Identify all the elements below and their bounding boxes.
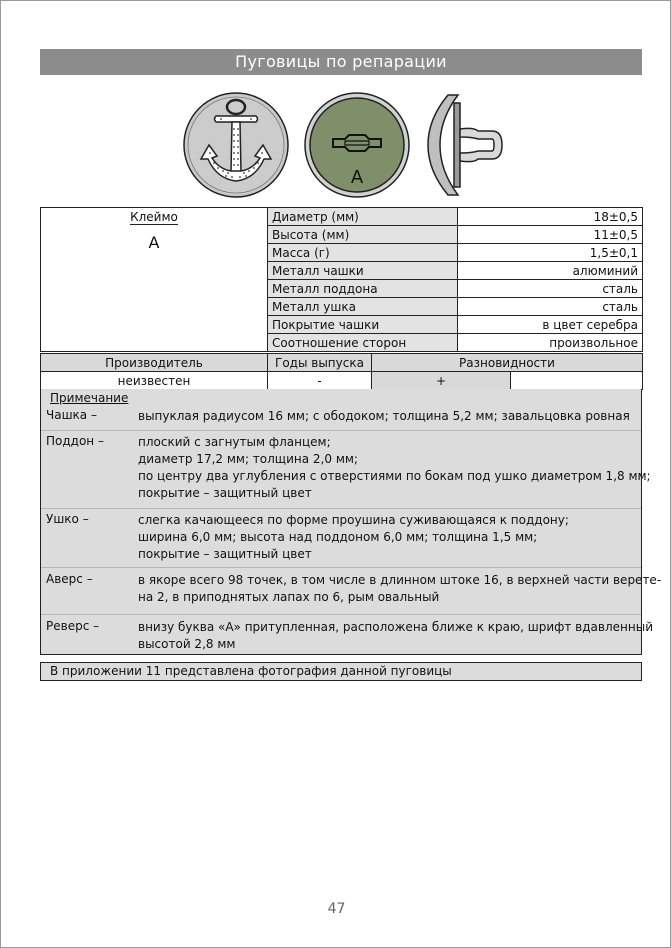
- page-title: Пуговицы по репарации: [40, 49, 642, 75]
- variants-header: Разновидности: [372, 354, 643, 372]
- variant-mark: +: [372, 372, 511, 390]
- note-line: внизу буква «А» притупленная, расположена ближе к краю, шрифт вдавленный: [138, 620, 653, 634]
- note-line: на 2, в приподнятых лапах по 6, рым овальный: [138, 590, 440, 604]
- button-side-image: [426, 89, 506, 205]
- button-images: [1, 89, 671, 204]
- note-label: Ушко –: [46, 512, 89, 526]
- note-line: выпуклая радиусом 16 мм; с ободоком; толщина 5,2 мм; завальцовка ровная: [138, 409, 630, 423]
- appendix-text: В приложении 11 представлена фотография данной пуговицы: [50, 664, 452, 678]
- param-value: алюминий: [458, 262, 643, 280]
- note-label: Чашка –: [46, 408, 97, 422]
- years-value: -: [268, 372, 372, 390]
- note-label: Поддон –: [46, 434, 104, 448]
- manufacturer-header: Производитель: [41, 354, 268, 372]
- note-cup: [41, 406, 641, 433]
- param-value: 11±0,5: [458, 226, 643, 244]
- param-name: Металл поддона: [268, 280, 458, 298]
- page-number: 47: [327, 901, 346, 917]
- years-header: Годы выпуска: [268, 354, 372, 372]
- note-line: плоский с загнутым фланцем;: [138, 435, 331, 449]
- note-reverse: [41, 614, 653, 655]
- note-label: Реверс –: [46, 619, 100, 633]
- variant-empty: [511, 372, 643, 390]
- param-name: Диаметр (мм): [268, 208, 458, 226]
- notes-title: Примечание: [50, 391, 129, 405]
- param-name: Металл ушка: [268, 298, 458, 316]
- note-label: Аверс –: [46, 572, 93, 586]
- note-obverse: [41, 567, 662, 614]
- mark-letter: А: [148, 233, 160, 252]
- param-name: Покрытие чашки: [268, 316, 458, 334]
- button-front-image: [181, 89, 291, 205]
- param-value: 18±0,5: [458, 208, 643, 226]
- notes-section: [40, 389, 662, 655]
- manufacturer-value: неизвестен: [41, 372, 268, 390]
- note-line: слегка качающееся по форме проушина суживающаяся к поддону;: [138, 513, 569, 527]
- appendix-note: [40, 662, 642, 681]
- note-line: в якоре всего 98 точек, в том числе в длинном штоке 16, в верхней части верете-: [138, 573, 662, 587]
- param-name: Масса (г): [268, 244, 458, 262]
- note-line: покрытие – защитный цвет: [138, 486, 312, 500]
- param-value: произвольное: [458, 334, 643, 352]
- param-name: Соотношение сторон: [268, 334, 458, 352]
- param-value: в цвет серебра: [458, 316, 643, 334]
- param-value: сталь: [458, 298, 643, 316]
- production-table: [40, 353, 643, 390]
- note-line: высотой 2,8 мм: [138, 637, 236, 651]
- param-name: Высота (мм): [268, 226, 458, 244]
- note-line: диаметр 17,2 мм; толщина 2,0 мм;: [138, 452, 358, 466]
- note-line: по центру два углубления с отверстиями по бокам под ушко диаметром 1,8 мм;: [138, 469, 651, 483]
- note-line: покрытие – защитный цвет: [138, 547, 312, 561]
- spec-table: [40, 207, 643, 352]
- param-value: 1,5±0,1: [458, 244, 643, 262]
- svg-text:А: А: [350, 167, 364, 188]
- param-value: сталь: [458, 280, 643, 298]
- button-back-image: [303, 89, 411, 205]
- mark-label: Клеймо: [130, 210, 178, 224]
- param-name: Металл чашки: [268, 262, 458, 280]
- mark-cell: [41, 208, 268, 352]
- note-shank: [41, 508, 641, 567]
- note-base: [41, 430, 651, 508]
- note-line: ширина 6,0 мм; высота над поддоном 6,0 мм; толщина 1,5 мм;: [138, 530, 538, 544]
